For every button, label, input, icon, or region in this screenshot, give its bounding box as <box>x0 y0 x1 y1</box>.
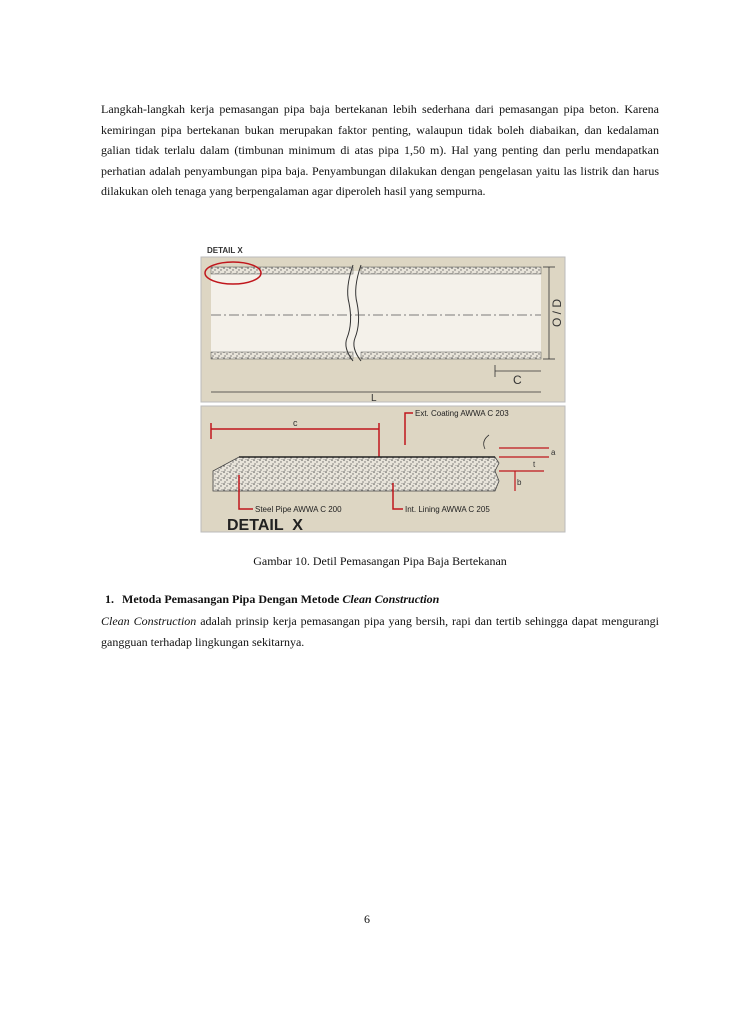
int-lining-label: Int. Lining AWWA C 205 <box>405 505 490 514</box>
steel-pipe-section <box>213 457 499 491</box>
c-label-bottom: c <box>293 418 298 428</box>
pipe-top-wall-right <box>361 267 541 274</box>
figure-caption: Gambar 10. Detil Pemasangan Pipa Baja Bertekanan <box>253 554 507 568</box>
pipe-detail-figure <box>199 243 567 533</box>
c-label-top: C <box>513 373 522 387</box>
pipe-bottom-wall-right <box>361 352 541 359</box>
section-heading <box>105 592 439 607</box>
pipe-bottom-wall-left <box>211 352 353 359</box>
intro-paragraph: Langkah-langkah kerja pemasangan pipa baja bertekanan lebih sederhana dari pemasangan pipa beton. Karena kemiringan pipa bertekanan bukan merupakan faktor penting, walaupun tidak boleh diabaikan, dan kedalaman galian tidak terlalu dalam (timbunan minimum di atas pipa 1,50 m). Hal yang penting dan perlu mendapatkan perhatian adalah penyambungan pipa baja. Penyambungan dilakukan dengan pengelasan yaitu las listrik dan harus dilakukan oleh tenaga yang berpengalaman agar diperoleh hasil yang sempurna. <box>101 102 659 198</box>
ext-coating-label: Ext. Coating AWWA C 203 <box>415 409 509 418</box>
pipe-top-wall-left <box>211 267 353 274</box>
a-label: a <box>551 448 556 457</box>
detail-x-small-title: DETAIL X <box>207 246 243 255</box>
steel-pipe-label: Steel Pipe AWWA C 200 <box>255 505 342 514</box>
section-title: Metoda Pemasangan Pipa Dengan Metode <box>122 592 343 606</box>
clean-construction-term: Clean Construction <box>101 614 197 628</box>
section-title-italic: Clean Construction <box>342 592 440 606</box>
clean-construction-text: adalah prinsip kerja pemasangan pipa yang bersih, rapi dan tertib sehingga dapat mengurangi gangguan terhadap lingkungan sekitarnya. <box>101 614 659 649</box>
l-label: L <box>371 393 377 404</box>
clean-construction-paragraph <box>101 611 659 652</box>
b-label: b <box>517 478 522 487</box>
page-number: 6 <box>364 912 370 926</box>
detail-x-title: DETAIL X <box>227 517 303 533</box>
section-number: 1. <box>105 592 114 606</box>
t-label: t <box>533 460 536 469</box>
od-label: O / D <box>550 298 564 328</box>
pipe-interior <box>211 271 541 357</box>
